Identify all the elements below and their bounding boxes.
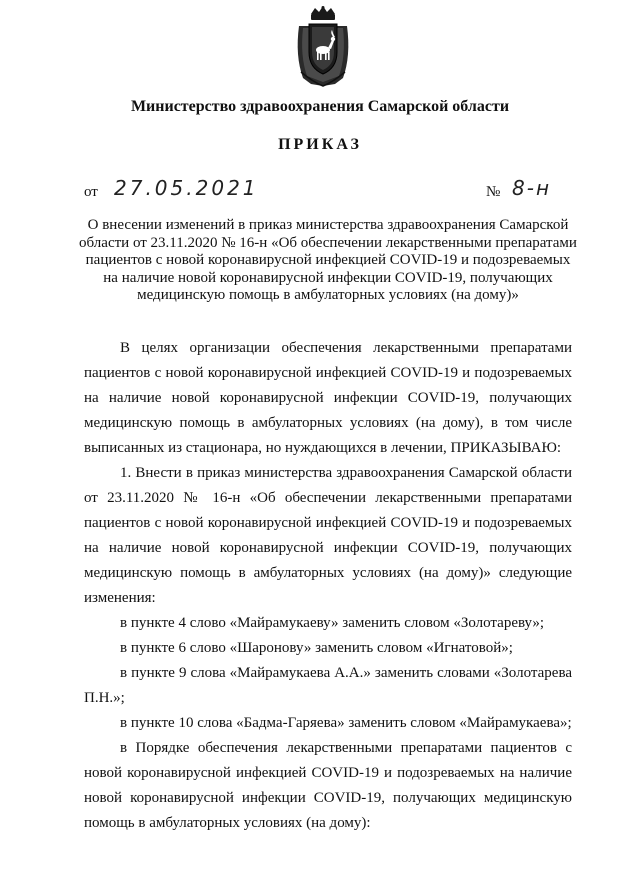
subject-line: области от 23.11.2020 № 16-н «Об обеспечении лекарственными препаратами	[79, 234, 577, 251]
body-paragraph: в Порядке обеспечения лекарственными препаратами пациентов с новой коронавирусной инфекцией COVID-19 и подозреваемых на наличие новой коронавирусной инфекции COVID-19, получающих медицинскую помощь в амбулаторных условиях (на дому):	[84, 740, 572, 831]
body-paragraph: 1. Внести в приказ министерства здравоохранения Самарской области от 23.11.2020 № 16-н «Об обеспечении лекарственными препаратами пациентов с новой коронавирусной инфекцией COVID-19 и подозреваемых на наличие новой коронавирусной инфекции COVID-19, получающих медицинскую помощь в амбулаторных условиях (на дому)» следующие изменения:	[84, 465, 572, 606]
coat-of-arms-icon	[293, 6, 353, 88]
subject-line: медицинскую помощь в амбулаторных условиях (на дому)»	[137, 287, 519, 303]
handwritten-date: 27.05.2021	[114, 176, 259, 200]
body-paragraph: в пункте 6 слово «Шаронову» заменить словом «Игнатовой»;	[120, 640, 513, 656]
subject-line: на наличие новой коронавирусной инфекции COVID-19, получающих	[103, 269, 553, 286]
document-subject	[78, 217, 578, 305]
handwritten-number: 8-н	[512, 176, 552, 200]
body-paragraph: В целях организации обеспечения лекарственными препаратами пациентов с новой коронавирусной инфекцией COVID-19 и подозреваемых на наличие новой коронавирусной инфекции COVID-19, получающих медицинскую помощь в амбулаторных условиях (на дому), в том числе выписанных из стационара, но нуждающихся в лечении, ПРИКАЗЫВАЮ:	[84, 340, 572, 456]
body-paragraph: в пункте 9 слова «Майрамукаева А.А.» заменить словами «Золотарева П.Н.»;	[84, 665, 572, 706]
number-prefix: №	[486, 184, 501, 200]
document-type-title: ПРИКАЗ	[278, 136, 362, 153]
body-paragraph: в пункте 10 слова «Бадма-Гаряева» заменить словом «Майрамукаева»;	[120, 715, 572, 731]
subject-line: пациентов с новой коронавирусной инфекцией COVID-19 и подозреваемых	[85, 252, 571, 268]
ministry-name: Министерство здравоохранения Самарской области	[130, 98, 510, 115]
date-prefix: от	[84, 184, 98, 200]
body-paragraph: в пункте 4 слово «Майрамукаеву» заменить словом «Золотареву»;	[120, 615, 545, 631]
document-body	[84, 336, 572, 836]
subject-line: О внесении изменений в приказ министерства здравоохранения Самарской	[87, 217, 569, 233]
date-number-row	[84, 176, 572, 204]
